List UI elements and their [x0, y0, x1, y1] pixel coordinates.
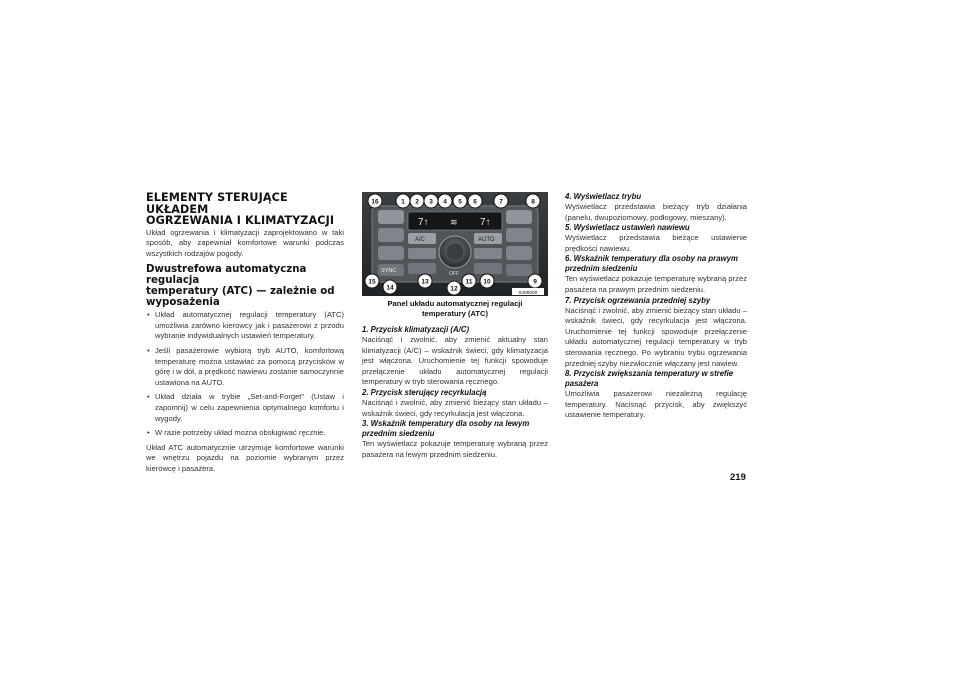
atc-panel-figure	[362, 192, 548, 296]
item-title: 7. Przycisk ogrzewania przedniej szyby	[565, 295, 711, 305]
item-title: 5. Wyświetlacz ustawień nawiewu	[565, 223, 690, 233]
closing-paragraph: Układ ATC automatycznie utrzymuje komfortowe warunki we wnętrzu pojazdu na poziomie wybranym przez kierowcę i pasażera.	[146, 442, 344, 473]
svg-text:7↑: 7↑	[418, 217, 429, 228]
atc-panel-illustration	[362, 192, 548, 296]
item-description: Naciśnąć i zwolnić, aby zmienić bieżący stan układu – wskaźnik świeci, gdy recyrkulacja jest włączona. Uruchomienie tej funkcji spowoduje przełączenie układu automatycznej regulacji temperatury w tryb sterowania ręcznego. Po wybraniu trybu ogrzewania przedniej szyby niezwłocznie włączany jest nawiew.	[565, 305, 747, 368]
image-code: 0406000	[518, 291, 538, 296]
section-title: ELEMENTY STERUJĄCE UKŁADEM OGRZEWANIA I KLIMATYZACJI	[146, 191, 335, 227]
intro-paragraph: Układ ogrzewania i klimatyzacji zaprojektowano w taki sposób, aby zapewniał komfortowe warunki podczas wszystkich rodzajów pogody.	[146, 227, 344, 258]
ac-label: A/C	[415, 237, 426, 243]
item-title: 8. Przycisk zwiększania temperatury w strefie pasażera	[565, 369, 734, 389]
subsection-title: Dwustrefowa automatyczna regulacja temperatury (ATC) — zależnie od wyposażenia	[146, 264, 335, 309]
item-description: Wyświetlacz przedstawia bieżące ustawienie prędkości nawiewu.	[565, 233, 747, 253]
callout-11: 11	[465, 278, 473, 286]
item-7	[565, 296, 747, 370]
item-2	[362, 388, 548, 419]
right-column	[565, 192, 747, 421]
figure-caption: Panel układu automatycznej regulacji temperatury (ATC)	[387, 299, 523, 318]
callout-2: 2	[415, 198, 419, 206]
feature-list	[146, 310, 344, 439]
item-description: Ten wyświetlacz pokazuje temperaturę wybraną przez pasażera na lewym przednim siedzeniu.	[362, 439, 548, 459]
svg-text:7↑: 7↑	[480, 217, 491, 228]
callout-5: 5	[458, 198, 462, 206]
list-item: • Układ działa w trybie „Set-and-Forget” (Ustaw i zapomnij) w celu zapewnienia optymalnego komfortu i wygody.	[146, 392, 344, 424]
item-description: Wyświetlacz przedstawia bieżący tryb działania (panelu, dwupoziomowy, podłogowy, mieszany).	[565, 202, 747, 222]
item-description: Umożliwia pasażerowi niezależną regulację temperatury. Nacisnąć przycisk, aby zwiększyć ustawienie temperatury.	[565, 389, 747, 420]
callout-16: 16	[371, 198, 379, 206]
item-4	[565, 192, 747, 223]
callout-9: 9	[533, 278, 537, 286]
page-number: 219	[730, 472, 746, 483]
item-title: 1. Przycisk klimatyzacji (A/C)	[362, 325, 470, 334]
list-item: • Układ automatycznej regulacji temperatury (ATC) umożliwia zarówno kierowcy jak i pasażerowi z przodu wybranie indywidualnych ustawień temperatury.	[146, 310, 344, 342]
item-6	[565, 254, 747, 295]
callout-13: 13	[421, 278, 429, 286]
item-title: 3. Wskaźnik temperatury dla osoby na lewym przednim siedzeniu	[362, 419, 530, 439]
callout-7: 7	[499, 198, 503, 206]
callout-3: 3	[429, 198, 433, 206]
svg-text:≋: ≋	[450, 217, 458, 227]
callout-15: 15	[368, 278, 376, 286]
left-column	[146, 192, 344, 475]
item-title: 2. Przycisk sterujący recyrkulacją	[362, 387, 487, 397]
item-description: Ten wyświetlacz pokazuje temperaturę wybraną przez pasażera na prawym przednim siedzeniu.	[565, 274, 747, 294]
auto-label: AUTO	[478, 237, 495, 243]
callout-10: 10	[483, 278, 491, 286]
sync-label: SYNC	[381, 268, 397, 274]
item-title: 6. Wskaźnik temperatury dla osoby na prawym przednim siedzeniu	[565, 254, 738, 274]
item-1	[362, 325, 548, 388]
callout-6: 6	[473, 198, 477, 206]
callout-14: 14	[386, 284, 394, 292]
item-8	[565, 369, 747, 421]
callout-1: 1	[401, 198, 405, 206]
item-3	[362, 419, 548, 460]
item-description: Naciśnąć i zwolnić, aby zmienić bieżący stan układu – wskaźnik świeci, gdy recyrkulacja jest włączona.	[362, 397, 548, 418]
off-label: OFF	[449, 271, 459, 277]
callout-8: 8	[531, 198, 535, 206]
item-title: 4. Wyświetlacz trybu	[565, 192, 642, 201]
item-description: Naciśnąć i zwolnić, aby zmienić aktualny stan klimatyzacji (A/C) – wskaźnik świeci, gdy klimatyzacja jest włączona. Uruchomienie tej funkcji spowoduje przełączenie układu automatycznej regulacji temperatury w tryb sterowania ręcznego.	[362, 335, 548, 387]
list-item: • W razie potrzeby układ można obsługiwać ręcznie.	[146, 428, 344, 439]
callout-4: 4	[443, 198, 447, 206]
list-item: • Jeśli pasażerowie wybiorą tryb AUTO, komfortową temperaturę można ustawiać za pomocą przycisków w górę i w dół, a prędkość nawiewu zostanie samoczynnie ustawiona na AUTO.	[146, 346, 344, 388]
callout-12: 12	[450, 285, 458, 293]
item-5	[565, 223, 747, 254]
middle-column	[362, 192, 548, 460]
